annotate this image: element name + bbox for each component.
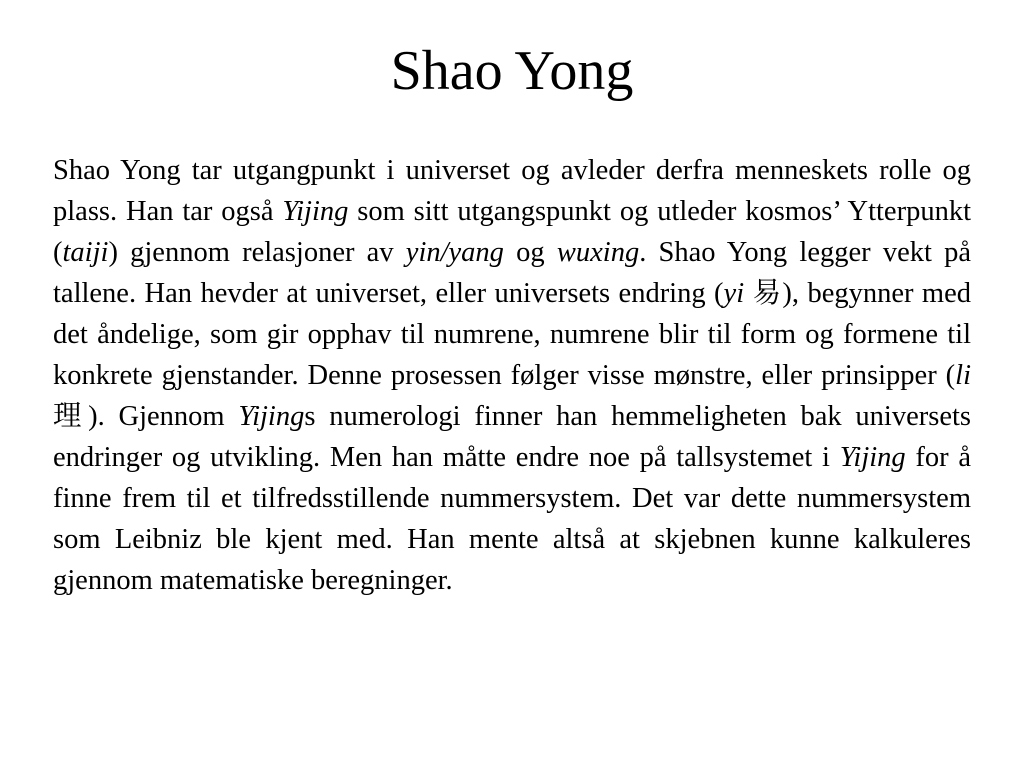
slide-title: Shao Yong	[390, 40, 634, 102]
body-italic-term: wuxing	[556, 237, 640, 268]
body-text: 易), begynner med det åndelige, som gir opphav til numrene, numrene blir til form og formene til konkrete gjenstander. Denne prosessen følger visse mønstre, eller prinsipper (	[53, 278, 971, 391]
body-text: for å finne frem til et tilfredsstillende nummersystem. Det var dette nummersystem som Leibniz ble kjent med. Han mente altså at skjebnen kunne kalkuleres gjennom matematiske beregninger.	[53, 442, 971, 596]
body-italic-term: yin/yang	[405, 237, 504, 268]
body-text: Shao Yong tar utgangpunkt i universet og avleder derfra menneskets rolle og plass. Han tar også	[53, 155, 971, 227]
body-italic-term: li	[955, 360, 971, 391]
body-italic-term: yi	[723, 278, 745, 309]
body-text: ) gjennom relasjoner av	[108, 237, 406, 268]
body-italic-term: Yijing	[238, 401, 305, 432]
body-italic-term: Yijing	[839, 442, 906, 473]
body-italic-term: taiji	[62, 237, 109, 268]
body-italic-term: Yijing	[282, 196, 349, 227]
body-text: s numerologi finner han hemmeligheten bak universets endringer og utvikling. Men han måtte endre noe på tallsystemet i	[53, 401, 971, 473]
body-text: som sitt utgangspunkt og utleder kosmos’ Ytterpunkt (	[53, 196, 971, 268]
body-text: . Shao Yong legger vekt på tallene. Han hevder at universet, eller universets endring (	[53, 237, 972, 309]
slide-body-paragraph	[53, 150, 971, 601]
body-text: 理). Gjennom	[53, 401, 239, 432]
body-text: og	[503, 237, 557, 268]
